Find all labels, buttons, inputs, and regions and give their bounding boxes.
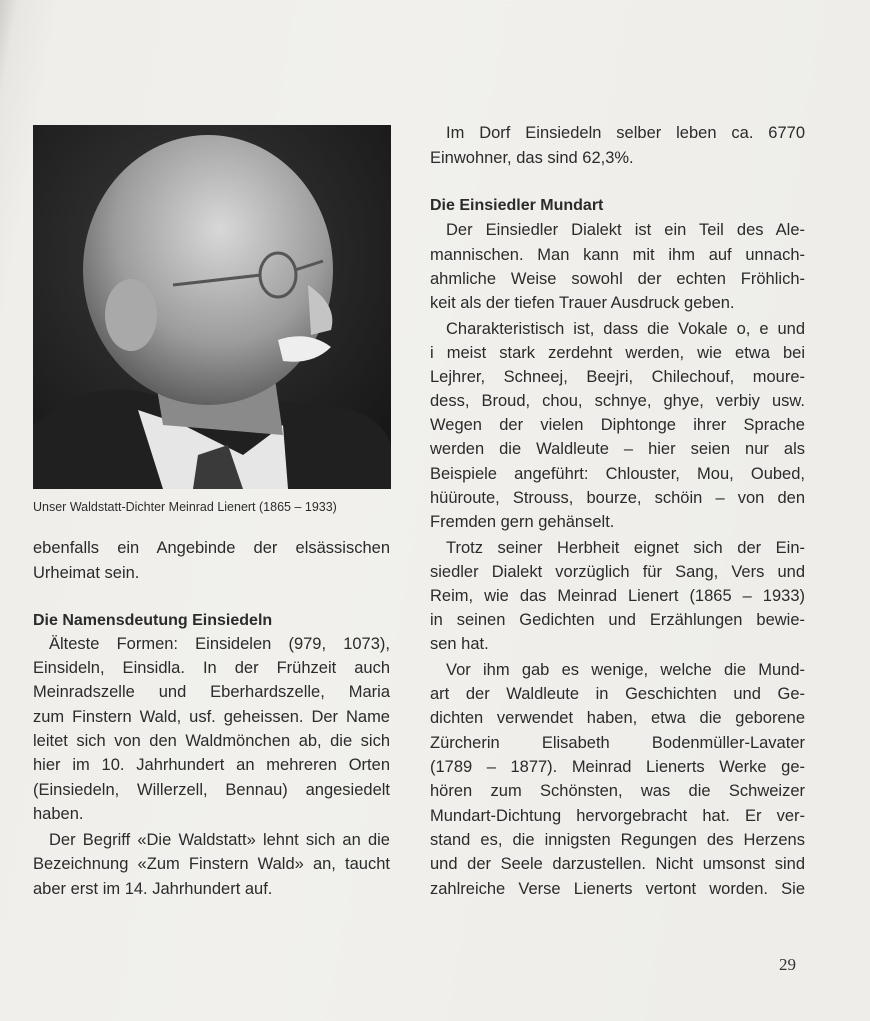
- text-line: dess, Broud, chou, schnye, ghye, verbiy usw.: [430, 392, 805, 410]
- text-line: Meinradszelle und Eberhardszelle, Maria: [33, 683, 390, 701]
- text-line: in seinen Gedichten und Erzählungen bewie-: [430, 611, 805, 629]
- text-line: Charakteristisch ist, dass die Vokale o, e und: [446, 320, 805, 338]
- text-line: haben.: [33, 805, 84, 823]
- text-line: zum Finstern Wald, usf. geheissen. Der Name: [33, 708, 390, 726]
- section-heading: Die Einsiedler Mundart: [430, 197, 604, 214]
- text-line: mannischen. Man kann mit ihm auf unnach-: [430, 246, 805, 264]
- text-line: (Einsiedeln, Willerzell, Bennau) angesiedelt: [33, 781, 390, 799]
- text-line: und der Seele darzustellen. Nicht umsonst sind: [430, 855, 805, 873]
- section-heading: Die Namensdeutung Einsiedeln: [33, 612, 273, 629]
- text-line: werden die Waldleute – hier seien nur als: [430, 440, 805, 458]
- portrait-photo: [33, 125, 391, 489]
- text-line: Beispiele angeführt: Chlouster, Mou, Oubed,: [430, 465, 805, 483]
- text-line: art der Waldleute in Geschichten und Ge-: [430, 685, 805, 703]
- text-line: hüüroute, Strouss, bourze, schöin – von den: [430, 489, 805, 507]
- text-line: siedler Dialekt vorzüglich für Sang, Vers und: [430, 563, 805, 581]
- text-line: zahlreiche Verse Lienerts vertont worden. Sie: [430, 880, 805, 898]
- text-line: Fremden gern gehänselt.: [430, 513, 615, 531]
- text-line: dichten verwendet haben, etwa die geborene: [430, 709, 805, 727]
- text-line: Der Begriff «Die Waldstatt» lehnt sich an die: [49, 831, 390, 849]
- text-line: (1789 – 1877). Meinrad Lienerts Werke ge-: [430, 758, 805, 776]
- text-line: i meist stark zerdehnt werden, wie etwa bei: [430, 344, 805, 362]
- text-line: hören zum Schönsten, was die Schweizer: [430, 782, 805, 800]
- text-line: stand es, die innigsten Regungen des Herzens: [430, 831, 805, 849]
- text-line: Einsideln, Einsidla. In der Frühzeit auch: [33, 659, 390, 677]
- page-number: 29: [779, 955, 796, 974]
- text-line: Wegen der vielen Diphtonge ihrer Sprache: [430, 416, 805, 434]
- text-line: Trotz seiner Herbheit eignet sich der Ein-: [446, 539, 805, 557]
- text-line: Einwohner, das sind 62,3%.: [430, 149, 634, 167]
- text-line: Zürcherin Elisabeth Bodenmüller-Lavater: [430, 734, 805, 752]
- text-line: ahmliche Weise sowohl der echten Fröhlich-: [430, 270, 805, 288]
- text-line: Älteste Formen: Einsidelen (979, 1073),: [49, 635, 390, 653]
- text-line: Reim, wie das Meinrad Lienert (1865 – 1933): [430, 587, 805, 605]
- text-line: hier im 10. Jahrhundert an mehreren Orten: [33, 756, 390, 774]
- photo-caption: Unser Waldstatt-Dichter Meinrad Lienert (1865 – 1933): [33, 500, 337, 514]
- text-line: Vor ihm gab es wenige, welche die Mund-: [446, 661, 805, 679]
- text-line: Mundart-Dichtung hervorgebracht hat. Er ver-: [430, 807, 805, 825]
- text-line: leitet sich von den Waldmönchen ab, die sich: [33, 732, 390, 750]
- text-line: Im Dorf Einsiedeln selber leben ca. 6770: [446, 124, 805, 142]
- text-line: Urheimat sein.: [33, 564, 140, 582]
- portrait-image: [33, 125, 391, 489]
- text-line: Der Einsiedler Dialekt ist ein Teil des Ale-: [446, 221, 805, 239]
- text-line: aber erst im 14. Jahrhundert auf.: [33, 880, 273, 898]
- text-line: Lejhrer, Schneej, Beejri, Chilechouf, moure-: [430, 368, 805, 386]
- text-line: ebenfalls ein Angebinde der elsässischen: [33, 539, 390, 557]
- text-line: Bezeichnung «Zum Finstern Wald» an, taucht: [33, 855, 390, 873]
- text-line: keit als der tiefen Trauer Ausdruck geben.: [430, 294, 735, 312]
- text-line: sen hat.: [430, 635, 489, 653]
